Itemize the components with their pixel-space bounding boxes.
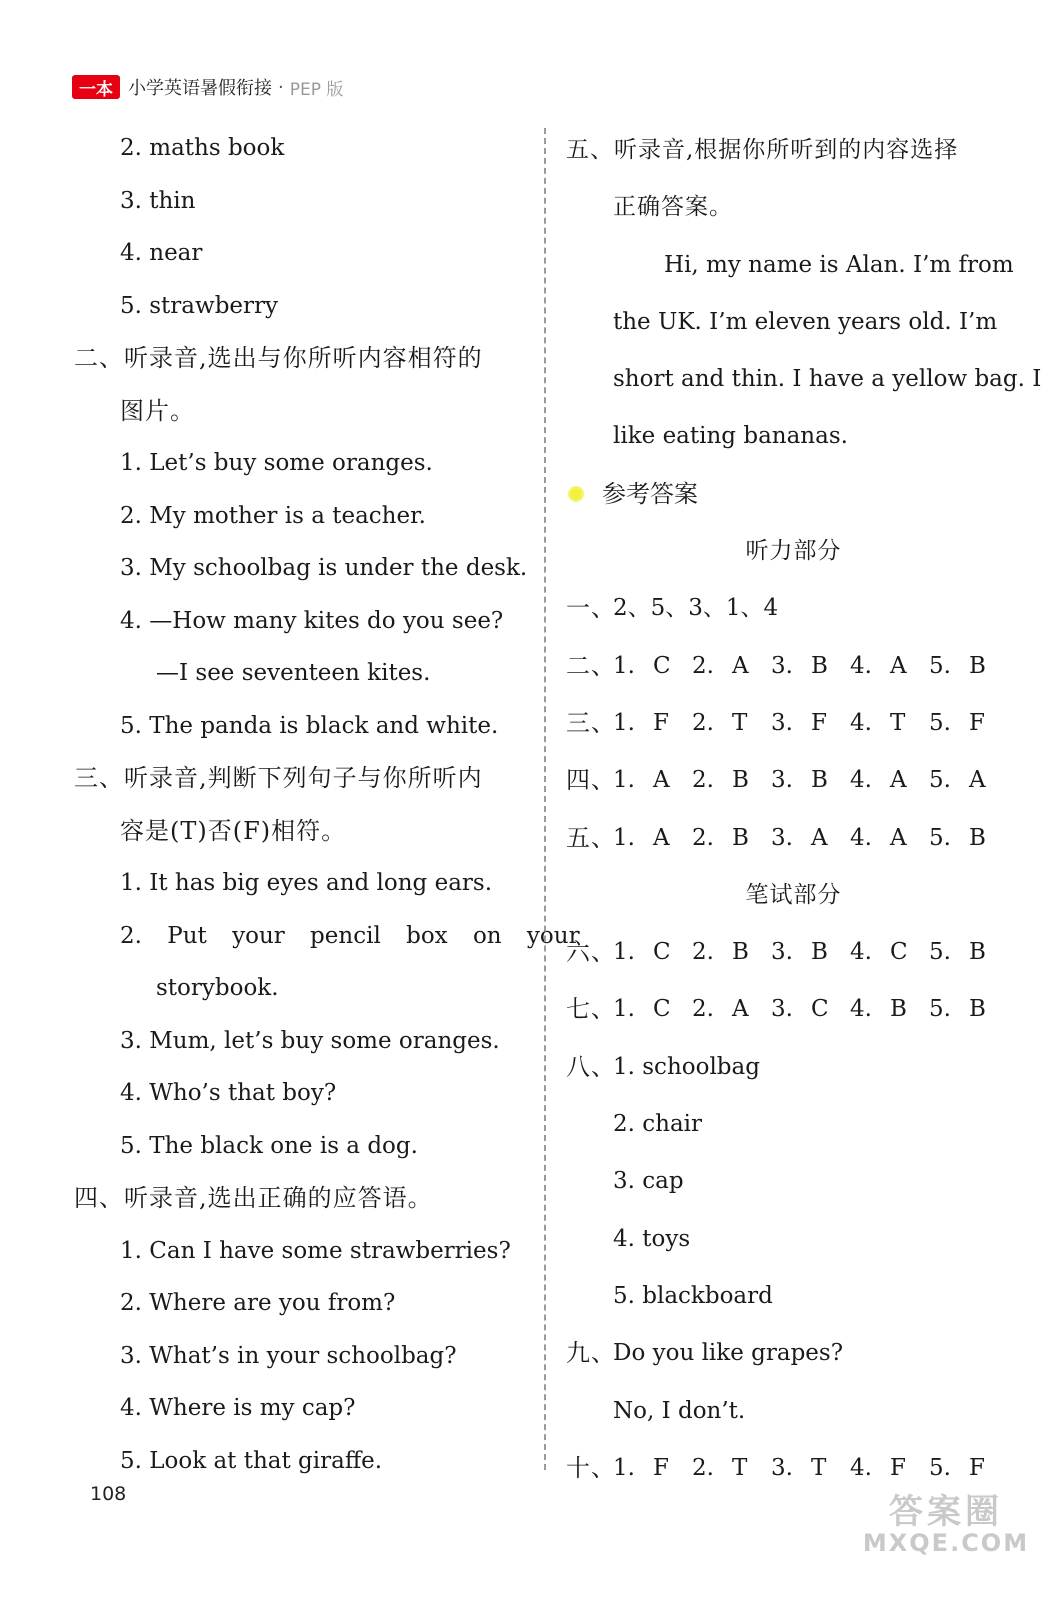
answer-cell <box>771 924 850 981</box>
answer-number: 1. <box>613 1454 635 1481</box>
answer-choice: A <box>890 652 907 679</box>
watermark-text: 答案圈 <box>889 1492 1003 1532</box>
answer-cells <box>613 981 1008 1038</box>
answer-choice: A <box>732 652 749 679</box>
list-item: 2. Put your pencil box on your <box>120 922 580 949</box>
answer-value: 4. toys <box>613 1225 691 1252</box>
answer-number: 3. <box>771 709 793 736</box>
answer-cell <box>613 810 692 867</box>
answer-cells <box>613 810 1008 867</box>
answer-number: 4. <box>850 767 872 794</box>
answer-choice: F <box>890 1454 906 1481</box>
answer-choice: F <box>653 709 669 736</box>
answer-number: 3. <box>771 939 793 966</box>
answer-choice: T <box>732 709 748 736</box>
answer-number: 1. <box>613 652 635 679</box>
answer-cell <box>771 981 850 1038</box>
answer-choice: C <box>811 996 829 1023</box>
answer-value: 2. chair <box>613 1111 703 1138</box>
answer-number: 4. <box>850 1454 872 1481</box>
answer-label: 二、 <box>566 651 616 680</box>
answer-choice: F <box>969 709 985 736</box>
answer-cell <box>850 752 929 809</box>
title-separator: · <box>278 76 284 98</box>
answer-label: 五、 <box>566 823 616 852</box>
answer-cell <box>850 638 929 695</box>
answer-number: 2. <box>692 939 714 966</box>
answer-key-title: 参考答案 <box>602 479 698 508</box>
right-column <box>566 122 1042 1497</box>
answer-choice: T <box>732 1454 748 1481</box>
answer-choice: A <box>890 824 907 851</box>
book-title: 小学英语暑假衔接 <box>128 78 272 99</box>
answer-choice: F <box>811 709 827 736</box>
section-5-title-cont: 正确答案。 <box>613 194 733 221</box>
section-2-title: 二、听录音,选出与你所听内容相符的 <box>74 344 483 372</box>
answer-choice: B <box>732 939 749 966</box>
answer-number: 4. <box>850 824 872 851</box>
answer-row <box>566 638 1021 695</box>
answer-cell <box>771 752 850 809</box>
answer-value: Do you like grapes? <box>613 1340 844 1367</box>
answer-cell <box>929 695 1008 752</box>
answer-cell <box>771 1440 850 1497</box>
page-number: 108 <box>90 1483 127 1505</box>
answer-number: 2. <box>692 652 714 679</box>
answer-cell <box>771 695 850 752</box>
answer-choice: B <box>969 652 986 679</box>
answer-choice: A <box>811 824 828 851</box>
list-item: 4. Where is my cap? <box>120 1395 356 1421</box>
answer-cell <box>850 981 929 1038</box>
answer-number: 5. <box>929 1454 951 1481</box>
answer-choice: B <box>732 824 749 851</box>
answer-choice: B <box>732 767 749 794</box>
answer-cell <box>692 695 771 752</box>
answer-label: 九、 <box>566 1339 616 1368</box>
answer-cell <box>613 924 692 981</box>
answer-number: 5. <box>929 939 951 966</box>
answer-number: 3. <box>771 996 793 1023</box>
answer-row <box>566 810 1021 867</box>
list-item: 5. strawberry <box>120 292 279 319</box>
list-item: storybook. <box>156 975 279 1001</box>
answer-cell <box>692 924 771 981</box>
answer-cell <box>613 695 692 752</box>
answer-cell <box>613 981 692 1038</box>
section-2-title-cont: 图片。 <box>120 396 195 425</box>
answer-cell <box>929 638 1008 695</box>
answer-label: 四、 <box>566 766 616 795</box>
answer-choice: C <box>653 652 671 679</box>
page-header <box>72 74 343 100</box>
answer-row <box>566 580 1021 637</box>
answer-number: 3. <box>771 767 793 794</box>
answer-cell <box>692 981 771 1038</box>
answer-cell <box>929 924 1008 981</box>
answer-key-heading <box>566 466 1021 523</box>
answer-row <box>566 924 1021 981</box>
list-item: 4. near <box>120 240 203 266</box>
answer-row <box>566 1325 1021 1382</box>
answer-choice: B <box>969 939 986 966</box>
answer-label: 十、 <box>566 1453 616 1482</box>
answer-number: 1. <box>613 709 635 736</box>
answer-value: 3. cap <box>613 1168 684 1195</box>
list-item: 1. It has big eyes and long ears. <box>120 870 493 896</box>
answer-choice: A <box>653 767 670 794</box>
answer-cells <box>613 638 1008 695</box>
answer-cell <box>850 924 929 981</box>
section-5-title: 五、听录音,根据你所听到的内容选择 <box>566 137 959 163</box>
answer-choice: B <box>969 824 986 851</box>
section-4-title: 四、听录音,选出正确的应答语。 <box>74 1184 433 1212</box>
answer-number: 1. <box>613 996 635 1023</box>
answer-number: 3. <box>771 652 793 679</box>
answer-value: 2、5、3、1、4 <box>613 595 779 622</box>
list-item: 1. Let’s buy some oranges. <box>120 450 433 476</box>
passage-line: short and thin. I have a yellow bag. I <box>613 366 1042 393</box>
watermark-logo <box>862 1484 1030 1557</box>
list-item: 3. My schoolbag is under the desk. <box>120 555 528 581</box>
column-divider <box>544 128 546 1470</box>
list-item: 5. Look at that giraffe. <box>120 1447 383 1474</box>
answer-number: 2. <box>692 1454 714 1481</box>
answer-cell <box>692 752 771 809</box>
watermark-url: MXQE.COM <box>862 1529 1030 1557</box>
listening-section-title: 听力部分 <box>745 538 842 565</box>
answer-number: 5. <box>929 652 951 679</box>
answer-choice: C <box>653 939 671 966</box>
passage-line: like eating bananas. <box>613 423 848 450</box>
answer-choice: A <box>969 767 986 794</box>
answer-cell <box>692 810 771 867</box>
passage-line: the UK. I’m eleven years old. I’m <box>613 308 998 335</box>
answer-value: 5. blackboard <box>613 1282 773 1309</box>
answer-choice: B <box>811 939 828 966</box>
list-item: 1. Can I have some strawberries? <box>120 1237 511 1264</box>
bullet-dot-icon <box>568 486 584 502</box>
answer-choice: F <box>969 1454 985 1481</box>
answer-label: 一、 <box>566 594 616 623</box>
answer-choice: C <box>653 996 671 1023</box>
answer-choice: B <box>811 652 828 679</box>
answer-choice: C <box>890 939 908 966</box>
left-column <box>74 122 580 1487</box>
answer-value: No, I don’t. <box>613 1397 746 1424</box>
answer-choice: B <box>890 996 907 1023</box>
list-item: 3. What’s in your schoolbag? <box>120 1342 457 1369</box>
answer-number: 4. <box>850 996 872 1023</box>
answer-cells <box>613 695 1008 752</box>
list-item: 5. The black one is a dog. <box>120 1132 418 1159</box>
answer-label: 七、 <box>566 995 616 1024</box>
answer-row <box>566 1039 1021 1096</box>
answer-value: 1. schoolbag <box>613 1053 760 1080</box>
answer-number: 1. <box>613 939 635 966</box>
answer-label: 八、 <box>566 1052 616 1081</box>
answer-label: 六、 <box>566 938 616 967</box>
answer-number: 3. <box>771 1454 793 1481</box>
answer-cell <box>771 638 850 695</box>
book-edition: PEP 版 <box>289 79 344 100</box>
answer-choice: B <box>811 767 828 794</box>
answer-row <box>566 752 1021 809</box>
answer-number: 5. <box>929 767 951 794</box>
answer-number: 2. <box>692 996 714 1023</box>
list-item: 2. maths book <box>120 135 285 161</box>
answer-cells <box>613 924 1008 981</box>
answer-number: 5. <box>929 709 951 736</box>
answer-number: 3. <box>771 824 793 851</box>
section-3-title: 三、听录音,判断下列句子与你所听内 <box>74 764 483 792</box>
list-item: 4. —How many kites do you see? <box>120 607 504 634</box>
answer-cells <box>613 752 1008 809</box>
answer-choice: T <box>811 1454 827 1481</box>
list-item: 4. Who’s that boy? <box>120 1080 337 1106</box>
answer-label: 三、 <box>566 708 616 737</box>
list-item: 3. thin <box>120 187 196 214</box>
answer-cell <box>929 810 1008 867</box>
section-3-title-cont: 容是(T)否(F)相符。 <box>120 816 347 845</box>
answer-cell <box>613 1440 692 1497</box>
answer-cell <box>771 810 850 867</box>
answer-cell <box>613 638 692 695</box>
list-item: 5. The panda is black and white. <box>120 712 499 739</box>
answer-rows-listening <box>566 638 1021 867</box>
answer-cell <box>850 695 929 752</box>
answer-choice: A <box>890 767 907 794</box>
answer-number: 4. <box>850 939 872 966</box>
answer-cell <box>692 1440 771 1497</box>
answer-cell <box>613 752 692 809</box>
list-item: 2. Where are you from? <box>120 1290 396 1316</box>
answer-number: 1. <box>613 824 635 851</box>
answer-number: 2. <box>692 767 714 794</box>
answer-choice: A <box>653 824 670 851</box>
answer-choice: T <box>890 709 906 736</box>
passage-line: Hi, my name is Alan. I’m from <box>664 251 1014 278</box>
answer-row <box>566 695 1021 752</box>
answer-number: 4. <box>850 709 872 736</box>
answer-choice: B <box>969 996 986 1023</box>
list-item: —I see seventeen kites. <box>156 660 431 686</box>
answer-number: 4. <box>850 652 872 679</box>
list-item: 2. My mother is a teacher. <box>120 502 426 529</box>
answer-cell <box>929 981 1008 1038</box>
writing-section-title: 笔试部分 <box>745 881 842 908</box>
answer-cell <box>850 810 929 867</box>
list-item: 3. Mum, let’s buy some oranges. <box>120 1027 500 1054</box>
brand-logo: 一本 <box>72 75 120 99</box>
answer-cell <box>929 752 1008 809</box>
answer-choice: A <box>732 996 749 1023</box>
answer-cell <box>692 638 771 695</box>
answer-rows-writing <box>566 924 1021 1039</box>
answer-choice: F <box>653 1454 669 1481</box>
answer-row <box>566 981 1021 1038</box>
answer-number: 5. <box>929 824 951 851</box>
answer-number: 5. <box>929 996 951 1023</box>
answer-number: 2. <box>692 824 714 851</box>
answer-number: 2. <box>692 709 714 736</box>
answer-number: 1. <box>613 767 635 794</box>
